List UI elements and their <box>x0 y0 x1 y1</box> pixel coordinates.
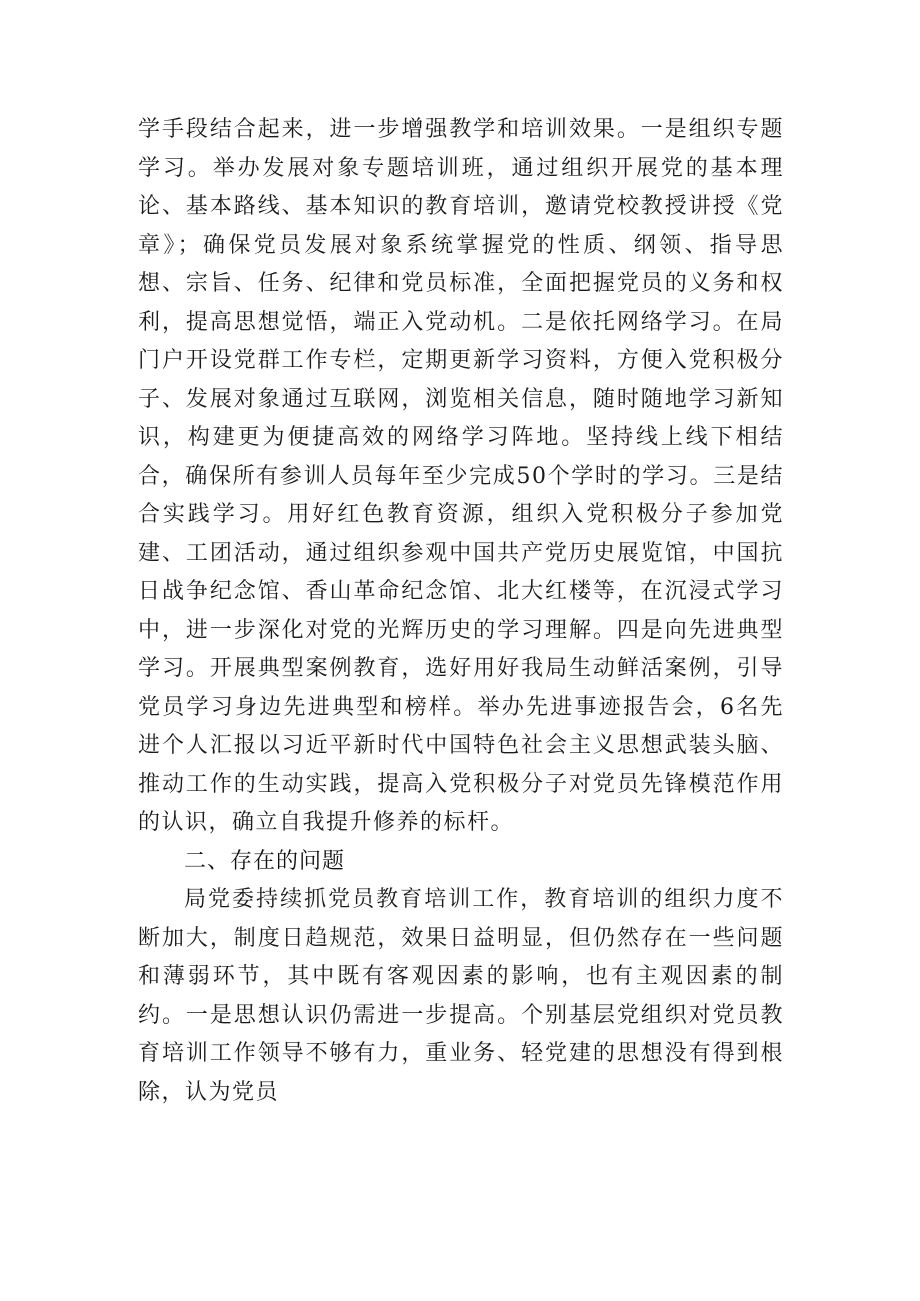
document-body <box>138 111 784 1112</box>
section-heading: 二、存在的问题 <box>184 848 346 874</box>
body-paragraph: 局党委持续抓党员教育培训工作，教育培训的组织力度不断加大，制度日趋规范，效果日益明显，但仍然存在一些问题和薄弱环节，其中既有客观因素的影响，也有主观因素的制约。一是思想认识仍需进一步提高。个别基层党组织对党员教育培训工作领导不够有力，重业务、轻党建的思想没有得到根除，认为党员 <box>138 887 784 1105</box>
body-paragraph-continued: 学手段结合起来，进一步增强教学和培训效果。一是组织专题学习。举办发展对象专题培训班，通过组织开展党的基本理论、基本路线、基本知识的教育培训，邀请党校教授讲授《党章》；确保党员发展对象系统掌握党的性质、纲领、指导思想、宗旨、任务、纪律和党员标准，全面把握党员的义务和权利，提高思想觉悟，端正入党动机。二是依托网络学习。在局门户开设党群工作专栏，定期更新学习资料，方便入党积极分子、发展对象通过互联网，浏览相关信息，随时随地学习新知识，构建更为便捷高效的网络学习阵地。坚持线上线下相结合，确保所有参训人员每年至少完成50个学时的学习。三是结合实践学习。用好红色教育资源，组织入党积极分子参加党建、工团活动，通过组织参观中国共产党历史展览馆，中国抗日战争纪念馆、香山革命纪念馆、北大红楼等，在沉浸式学习中，进一步深化对党的光辉历史的学习理解。四是向先进典型学习。开展典型案例教育，选好用好我局生动鲜活案例，引导党员学习身边先进典型和榜样。举办先进事迹报告会，6名先进个人汇报以习近平新时代中国特色社会主义思想武装头脑、推动工作的生动实践，提高入党积极分子对党员先锋模范作用的认识，确立自我提升修养的标杆。 <box>138 117 784 835</box>
